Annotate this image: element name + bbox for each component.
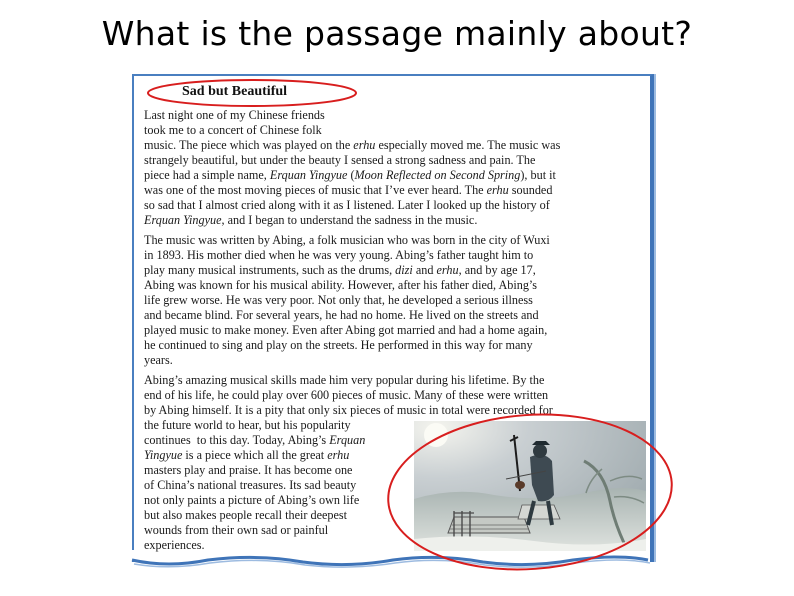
text-segment: ), but it — [520, 168, 556, 182]
text-line — [144, 168, 560, 183]
text-segment: masters play and praise. It has become one — [144, 463, 353, 477]
text-segment: , and by age 17, — [458, 263, 536, 277]
italic-text: dizi — [395, 263, 413, 277]
text-segment: wounds from their own sad or painful — [144, 523, 329, 537]
text-segment: years. — [144, 353, 173, 367]
text-segment: piece had a simple name, — [144, 168, 270, 182]
italic-text: Erquan — [329, 433, 366, 447]
paragraph-1 — [144, 108, 560, 228]
italic-text: Erquan Yingyue — [144, 213, 222, 227]
text-segment: the future world to hear, but his popularity — [144, 418, 351, 432]
text-segment: played music to make money. Even after Abing got married and had a home again, — [144, 323, 548, 337]
text-segment: and became blind. For several years, he had no home. He lived on the streets and — [144, 308, 539, 322]
text-line — [144, 108, 560, 123]
text-segment: ( — [347, 168, 355, 182]
italic-text: Moon Reflected on Second Spring — [354, 168, 521, 182]
paragraph-2 — [144, 233, 550, 368]
text-segment: Abing was known for his musical ability. However, after his father died, Abing’s — [144, 278, 538, 292]
text-line — [144, 403, 553, 418]
italic-text: erhu — [327, 448, 350, 462]
text-line — [144, 353, 550, 368]
text-segment: , and I began to understand the sadness in the music. — [221, 213, 478, 227]
text-segment: especially moved me. The music was — [375, 138, 561, 152]
text-segment: sounded — [508, 183, 553, 197]
text-line — [144, 153, 560, 168]
text-segment: music. The piece which was played on the — [144, 138, 354, 152]
text-line — [144, 248, 550, 263]
text-segment: so sad that I almost cried along with it as I listened. Later I looked up the history of — [144, 198, 550, 212]
text-segment: experiences. — [144, 538, 205, 552]
text-line — [144, 213, 560, 228]
text-line — [144, 338, 550, 353]
italic-text: Yingyue — [144, 448, 183, 462]
abing-playing-erhu-illustration — [414, 421, 646, 551]
text-line — [144, 183, 560, 198]
text-segment: and — [412, 263, 437, 277]
text-segment: play many musical instruments, such as the drums, — [144, 263, 396, 277]
slide-question: What is the passage mainly about? — [101, 14, 693, 53]
text-segment: continues to this day. Today, Abing’s — [144, 433, 330, 447]
text-segment: Last night one of my Chinese friends — [144, 108, 325, 122]
text-segment: but also makes people recall their deepest — [144, 508, 348, 522]
text-line — [144, 198, 560, 213]
text-segment: is a piece which all the great — [182, 448, 328, 462]
text-segment: The music was written by Abing, a folk musician who was born in the city of Wuxi — [144, 233, 550, 247]
text-line — [144, 323, 550, 338]
text-segment: he continued to sing and play on the streets. He performed in this way for many — [144, 338, 533, 352]
text-segment: in 1893. His mother died when he was very young. Abing’s father taught him to — [144, 248, 534, 262]
text-segment: Abing’s amazing musical skills made him very popular during his lifetime. By the — [144, 373, 545, 387]
italic-text: erhu — [436, 263, 459, 277]
text-line — [144, 278, 550, 293]
text-segment: by Abing himself. It is a pity that only six pieces of music in total were recorded for — [144, 403, 553, 417]
text-segment: end of his life, he could play over 600 pieces of music. Many of these were written — [144, 388, 549, 402]
text-segment: life grew worse. He was very poor. Not only that, he developed a serious illness — [144, 293, 533, 307]
text-line — [144, 308, 550, 323]
text-segment: not only paints a picture of Abing’s own life — [144, 493, 360, 507]
text-line — [144, 138, 560, 153]
text-line — [144, 373, 553, 388]
italic-text: Erquan Yingyue — [269, 168, 348, 182]
text-segment: was one of the most moving pieces of music that I’ve ever heard. The — [144, 183, 487, 197]
text-segment: of China’s national treasures. Its sad beauty — [144, 478, 357, 492]
text-segment: strangely beautiful, but under the beauty I sensed a strong sadness and pain. The — [144, 153, 536, 167]
text-segment: took me to a concert of Chinese folk — [144, 123, 322, 137]
italic-text: erhu — [486, 183, 509, 197]
italic-text: erhu — [353, 138, 376, 152]
text-line — [144, 233, 550, 248]
text-line — [144, 123, 560, 138]
text-line — [144, 293, 550, 308]
passage-title: Sad but Beautiful — [182, 84, 288, 99]
text-line — [144, 388, 553, 403]
text-line — [144, 263, 550, 278]
